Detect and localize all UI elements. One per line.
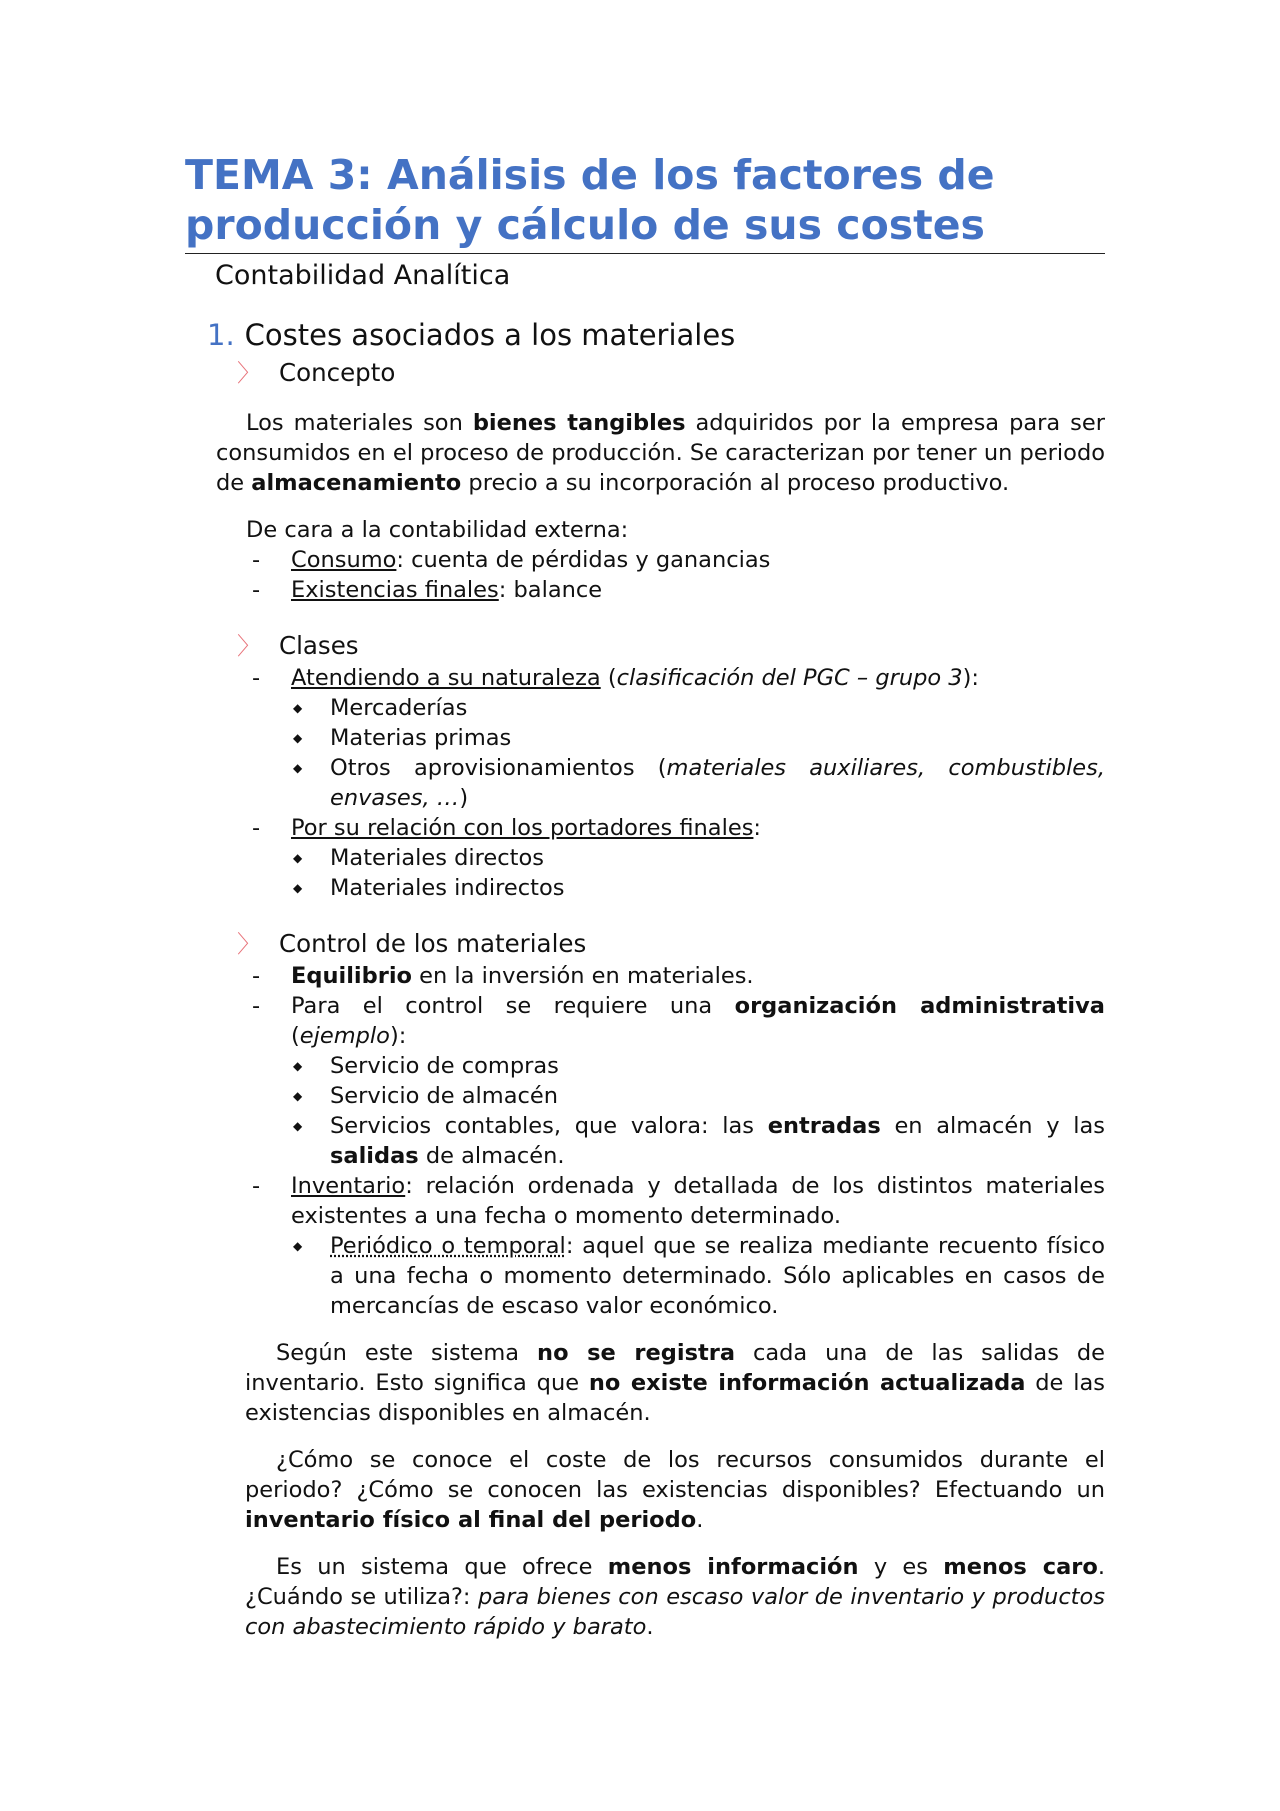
- clases-list: [185, 663, 1105, 903]
- text-run: de almacén.: [418, 1143, 565, 1169]
- text-run: . ¿Cuándo se utiliza?:: [245, 1554, 1106, 1610]
- text-run: (: [600, 665, 617, 691]
- document-title: [185, 150, 1105, 254]
- list-item: [185, 813, 1105, 903]
- bold-text: bienes tangibles: [472, 410, 686, 436]
- text-run: ¿Cómo se conoce el coste de los recursos consumidos durante el periodo? ¿Cómo se conocen las existencias disponibles? Efectuando un: [245, 1447, 1105, 1503]
- subheading-clases: [237, 629, 1105, 663]
- sub-list-item: ◆ Servicio de compras: [291, 1051, 1105, 1081]
- concepto-paragraph: [216, 408, 1105, 498]
- concepto-intro: De cara a la contabilidad externa:: [246, 517, 629, 543]
- sub-list-item: ◆ Materias primas: [291, 723, 1105, 753]
- concepto-list: [185, 545, 1105, 605]
- text-run: :: [753, 815, 762, 841]
- text-run: ): [459, 785, 469, 811]
- underlined-term: Consumo: [291, 547, 397, 573]
- sub-list-item: ◆ Servicio de almacén: [291, 1081, 1105, 1111]
- text-run: cada una de las salidas de inventario. Esto significa que: [245, 1340, 1105, 1396]
- underlined-term: Periódico o temporal: [330, 1233, 566, 1259]
- bold-text: inventario físico al final del periodo: [245, 1507, 697, 1533]
- paragraph-coste: [245, 1445, 1105, 1535]
- underlined-term: Por su relación con los portadores finales: [291, 815, 754, 841]
- sub-list: [291, 1231, 1105, 1321]
- bold-text: organización administrativa: [734, 993, 1105, 1019]
- document-content: [185, 150, 1105, 1642]
- subheading-label: Concepto: [279, 358, 396, 387]
- text-run: Otros aprovisionamientos (: [330, 755, 667, 781]
- text-run: : relación ordenada y detallada de los distintos materiales existentes a una fecha o momento determinado.: [291, 1173, 1105, 1229]
- text-run: .: [646, 1614, 654, 1640]
- underlined-term: Existencias finales: [291, 577, 499, 603]
- bold-text: salidas: [330, 1143, 419, 1169]
- text-run: Servicios contables, que valora: las: [330, 1113, 768, 1139]
- section-number: 1.: [207, 318, 235, 352]
- subheading-label: Clases: [279, 631, 359, 660]
- text-run: Según este sistema: [276, 1340, 538, 1366]
- sub-list: [291, 843, 1105, 903]
- list-item: [185, 961, 1105, 991]
- bold-text: menos caro: [943, 1554, 1098, 1580]
- bold-text: Equilibrio: [291, 963, 413, 989]
- sub-list-item: ◆ Mercaderías: [291, 693, 1105, 723]
- text-run: precio a su incorporación al proceso productivo.: [461, 470, 1010, 496]
- text-run: (: [291, 1023, 300, 1049]
- list-item: [185, 1171, 1105, 1321]
- control-list: [185, 961, 1105, 1321]
- text-run: .: [696, 1507, 704, 1533]
- subheading-label: Control de los materiales: [279, 929, 587, 958]
- list-item: [185, 663, 1105, 813]
- text-run: Para el control se requiere una: [291, 993, 735, 1019]
- document-subtitle: Contabilidad Analítica: [215, 260, 511, 291]
- italic-text: ejemplo: [299, 1023, 390, 1049]
- sub-list: [291, 693, 1105, 813]
- paragraph-uso: [245, 1552, 1105, 1642]
- text-run: adquiridos por la empresa para ser consumidos en el proceso de producción. Se caracterizan por tener un periodo de: [216, 410, 1105, 496]
- bold-text: no se registra: [537, 1340, 736, 1366]
- sub-list: [291, 1051, 1105, 1171]
- sub-list-item: [291, 1111, 1105, 1171]
- section-title: Costes asociados a los materiales: [244, 318, 736, 352]
- subheading-concepto: [237, 356, 1105, 390]
- list-item: [185, 991, 1105, 1171]
- italic-text: materiales auxiliares, combustibles, envases, …: [330, 755, 1105, 811]
- italic-text: clasificación del PGC – grupo 3: [616, 665, 963, 691]
- text-run: Los materiales son: [246, 410, 473, 436]
- text-run: de las existencias disponibles en almacén.: [245, 1370, 1105, 1426]
- text-run: Es un sistema que ofrece: [276, 1554, 608, 1580]
- text-run: y es: [858, 1554, 944, 1580]
- text-run: en almacén y las: [880, 1113, 1105, 1139]
- list-item: [185, 545, 1105, 575]
- italic-text: para bienes con escaso valor de inventario y productos con abastecimiento rápido y barato: [245, 1584, 1105, 1640]
- text-run: en la inversión en materiales.: [412, 963, 754, 989]
- bold-text: no existe información actualizada: [588, 1370, 1026, 1396]
- text-run: ):: [389, 1023, 407, 1049]
- underlined-term: Atendiendo a su naturaleza: [291, 665, 601, 691]
- chevron-right-icon: 〉: [237, 359, 261, 387]
- bold-text: entradas: [767, 1113, 881, 1139]
- underlined-term: Inventario: [291, 1173, 406, 1199]
- text-run: : aquel que se realiza mediante recuento físico a una fecha o momento determinado. Sólo aplicables en casos de mercancías de escaso valor económico.: [330, 1233, 1105, 1319]
- title-line-1: TEMA 3: Análisis de los factores de: [185, 151, 995, 199]
- sub-list-item: ◆ Materiales directos: [291, 843, 1105, 873]
- text-run: : cuenta de pérdidas y ganancias: [396, 547, 771, 573]
- subheading-control: [237, 927, 1105, 961]
- sub-list-item: [291, 1231, 1105, 1321]
- title-line-2: producción y cálculo de sus costes: [185, 201, 985, 249]
- list-item: [185, 575, 1105, 605]
- text-run: ):: [962, 665, 979, 691]
- paragraph-sistema: [245, 1338, 1105, 1428]
- sub-list-item: [291, 753, 1105, 813]
- bold-text: almacenamiento: [251, 470, 462, 496]
- sub-list-item: ◆ Materiales indirectos: [291, 873, 1105, 903]
- bold-text: menos información: [607, 1554, 859, 1580]
- section-heading-1: [207, 316, 1105, 354]
- chevron-right-icon: 〉: [237, 930, 261, 958]
- text-run: : balance: [498, 577, 603, 603]
- chevron-right-icon: 〉: [237, 632, 261, 660]
